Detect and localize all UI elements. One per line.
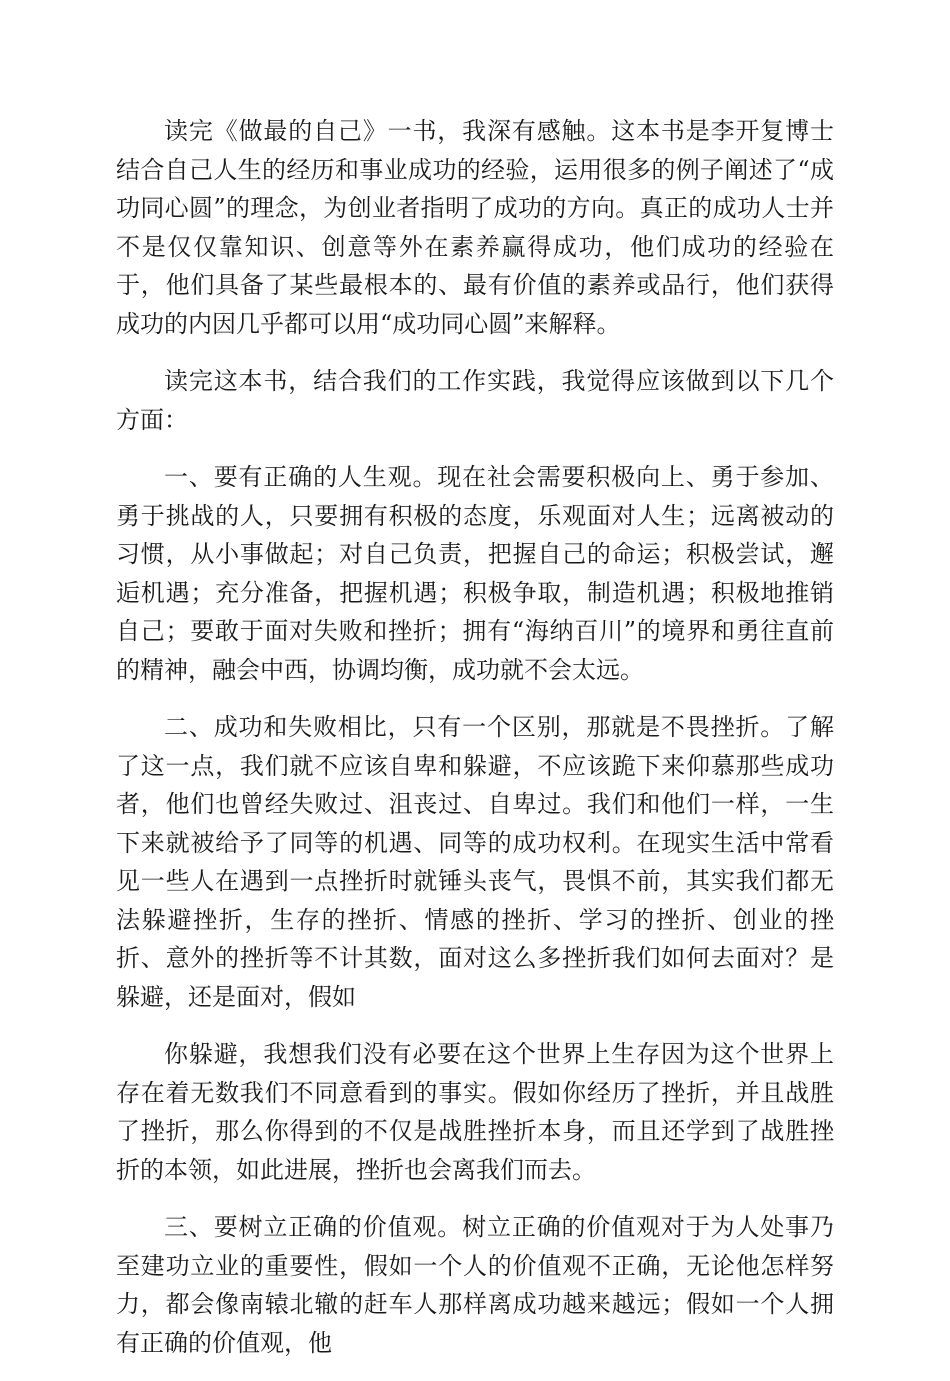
document-body [116, 112, 834, 1381]
paragraph-point-two-continued: 你躲避，我想我们没有必要在这个世界上生存因为这个世界上存在着无数我们不同意看到的事实。假如你经历了挫折，并且战胜了挫折，那么你得到的不仅是战胜挫折本身，而且还学到了战胜挫折的本领，如此进展，挫折也会离我们而去。 [116, 1040, 834, 1184]
paragraph-point-one: 一、要有正确的人生观。现在社会需要积极向上、勇于参加、勇于挑战的人，只要拥有积极的态度，乐观面对人生；远离被动的习惯，从小事做起；对自己负责，把握自己的命运；积极尝试，邂逅机遇；充分准备，把握机遇；积极争取，制造机遇；积极地推销自己；要敢于面对失败和挫折；拥有“海纳百川”的境界和勇往直前的精神，融会中西，协调均衡，成功就不会太远。 [116, 463, 834, 684]
paragraph-transition: 读完这本书，结合我们的工作实践，我觉得应该做到以下几个方面： [116, 367, 834, 434]
paragraph-intro: 读完《做最的自己》一书，我深有感触。这本书是李开复博士结合自己人生的经历和事业成功的经验，运用很多的例子阐述了“成功同心圆”的理念，为创业者指明了成功的方向。真正的成功人士并不是仅仅靠知识、创意等外在素养赢得成功，他们成功的经验在于，他们具备了某些最根本的、最有价值的素养或品行，他们获得成功的内因几乎都可以用“成功同心圆”来解释。 [116, 117, 834, 338]
paragraph-point-two: 二、成功和失败相比，只有一个区别，那就是不畏挫折。了解了这一点，我们就不应该自卑和躲避，不应该跪下来仰慕那些成功者，他们也曾经失败过、沮丧过、自卑过。我们和他们一样，一生下来就被给予了同等的机遇、同等的成功权利。在现实生活中常看见一些人在遇到一点挫折时就锤头丧气，畏惧不前，其实我们都无法躲避挫折，生存的挫折、情感的挫折、学习的挫折、创业的挫折、意外的挫折等不计其数，面对这么多挫折我们如何去面对？是躲避，还是面对，假如 [116, 713, 834, 1011]
paragraph-point-three: 三、要树立正确的价值观。树立正确的价值观对于为人处事乃至建功立业的重要性，假如一个人的价值观不正确，无论他怎样努力，都会像南辕北辙的赶车人那样离成功越来越远；假如一个人拥有正确的价值观，他 [116, 1213, 834, 1357]
